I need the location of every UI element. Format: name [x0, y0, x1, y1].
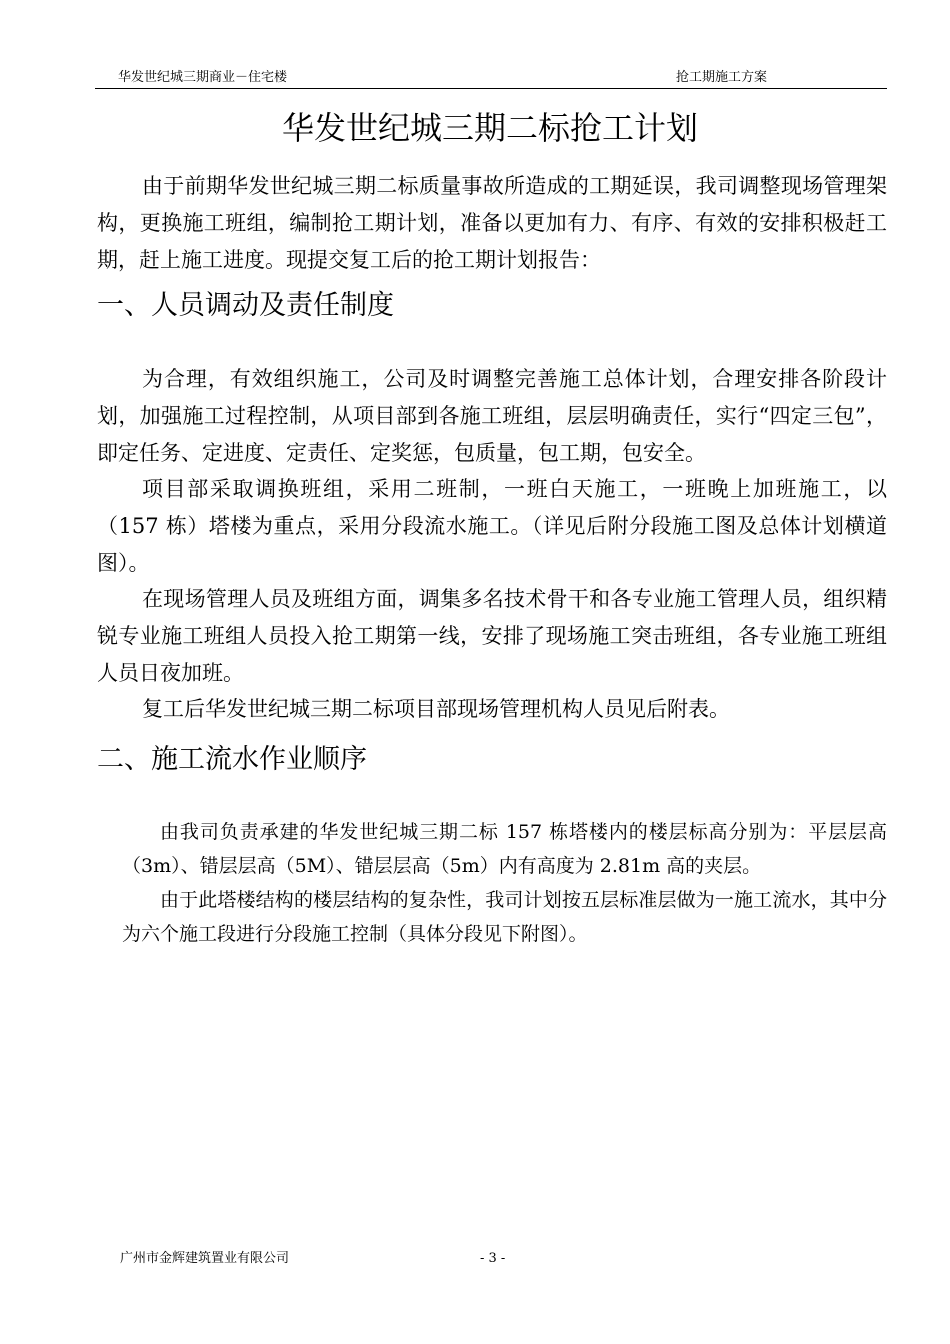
header-document-type: 抢工期施工方案	[676, 70, 768, 85]
document-title: 华发世纪城三期二标抢工计划	[281, 109, 698, 147]
footer-company: 广州市金辉建筑置业有限公司	[120, 1251, 290, 1266]
section-1-paragraph: 为合理，有效组织施工，公司及时调整完善施工总体计划，合理安排各阶段计划，加强施工过程控制，从项目部到各施工班组，层层明确责任，实行“四定三包”，即定任务、定进度、定责任、定奖惩，包质量，包工期，包安全。	[97, 367, 887, 465]
section-1-paragraph: 在现场管理人员及班组方面，调集多名技术骨干和各专业施工管理人员，组织精锐专业施工班组人员投入抢工期第一线，安排了现场施工突击班组，各专业施工班组人员日夜加班。	[97, 587, 887, 685]
page-number: - 3 -	[480, 1251, 506, 1266]
section-1-paragraph: 复工后华发世纪城三期二标项目部现场管理机构人员见后附表。	[142, 697, 730, 721]
section-2-heading: 二、施工流水作业顺序	[97, 744, 367, 775]
section-1-heading: 一、人员调动及责任制度	[97, 290, 394, 321]
section-2-paragraph: 由我司负责承建的华发世纪城三期二标 157 栋塔楼内的楼层标高分别为：平层层高（3m）、错层层高（5M）、错层层高（5m）内有高度为 2.81m 高的夹层。	[122, 821, 887, 877]
header-project-name: 华发世纪城三期商业－住宅楼	[118, 70, 288, 85]
section-1-paragraph: 项目部采取调换班组，采用二班制，一班白天施工，一班晚上加班施工，以（157 栋）塔楼为重点，采用分段流水施工。（详见后附分段施工图及总体计划横道图）。	[97, 477, 887, 575]
intro-paragraph: 由于前期华发世纪城三期二标质量事故所造成的工期延误，我司调整现场管理架构，更换施工班组，编制抢工期计划，准备以更加有力、有序、有效的安排积极赶工期，赶上施工进度。现提交复工后的抢工期计划报告：	[97, 174, 887, 272]
section-2-paragraph: 由于此塔楼结构的楼层结构的复杂性，我司计划按五层标准层做为一施工流水，其中分为六个施工段进行分段施工控制（具体分段见下附图）。	[122, 889, 887, 945]
header-divider	[95, 88, 887, 89]
